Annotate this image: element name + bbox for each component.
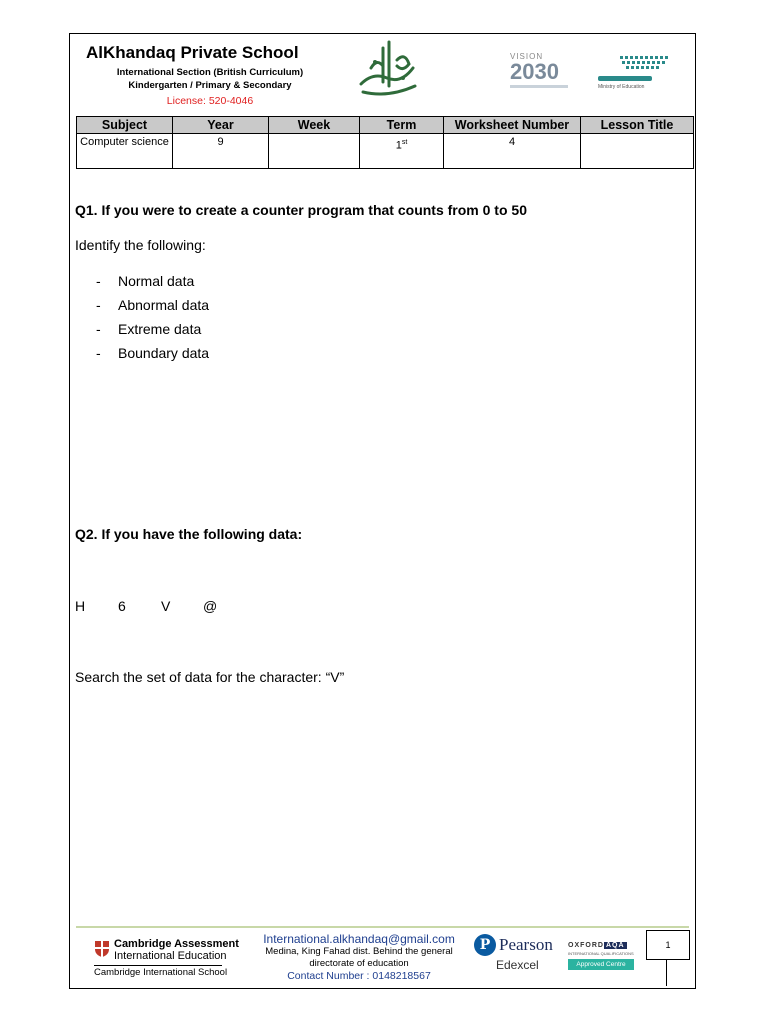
vision-year: 2030 [510,59,559,84]
cell-lesson-title [581,134,694,169]
dots-icon [618,54,674,72]
page-tick [666,960,667,986]
list-item: - Normal data [96,273,195,289]
calligraphy-logo [353,38,423,100]
header-lesson-title: Lesson Title [581,117,694,134]
header-term: Term [360,117,444,134]
cell-week [269,134,360,169]
edexcel-name: Edexcel [496,958,539,972]
license-text: License: 520-4046 [166,95,254,107]
data-item: H [75,598,86,614]
oxford-text: OXFORD [568,942,604,949]
info-table [76,116,694,169]
table-header-row [77,117,694,134]
aqa-text: AQA [605,942,625,949]
cambridge-line1: Cambridge Assessment [114,938,239,950]
school-name: AlKhandaq Private School [86,43,299,62]
oxford-aqa-logo [568,942,638,978]
q1-title: Q1. If you were to create a counter program that counts from 0 to 50 [75,202,527,218]
shield-icon [94,940,110,958]
header-subject: Subject [77,117,173,134]
ministry-logo [594,52,678,98]
data-item: @ [203,598,218,614]
q2-title: Q2. If you have the following data: [75,526,303,542]
cell-subject: Computer science [77,134,173,169]
moe-label: Ministry of Education [598,84,645,90]
grades-line: Kindergarten / Primary & Secondary [128,80,292,91]
cambridge-line3: Cambridge International School [94,967,228,978]
header-worksheet-number: Worksheet Number [444,117,581,134]
approved-badge: Approved Centre [568,959,634,970]
list-item: - Extreme data [96,321,202,337]
q1-list [96,273,209,369]
aqa-subtitle: INTERNATIONAL QUALIFICATIONS [568,951,634,956]
contact-block [248,932,470,982]
list-item: - Abnormal data [96,297,210,313]
data-item: 6 [118,598,126,614]
pearson-name: Pearson [499,935,553,954]
header-year: Year [173,117,269,134]
q1-prompt: Identify the following: [75,237,206,253]
term-value: 1 [395,139,402,152]
cambridge-line2: International Education [114,950,227,962]
phone-text: Contact Number : 0148218567 [287,970,431,982]
email-link[interactable]: International.alkhandaq@gmail.com [263,932,455,946]
cell-worksheet-number: 4 [444,134,581,169]
cambridge-logo [92,936,239,980]
address-text: Medina, King Fahad dist. Behind the general directorate of education [265,946,453,969]
cell-year: 9 [173,134,269,169]
list-item: - Boundary data [96,345,210,361]
table-row [77,134,694,169]
worksheet-page [69,33,696,989]
vision-2030-logo [510,52,582,98]
pearson-icon: P [474,934,496,956]
term-suffix: st [401,139,408,146]
q2-instruction: Search the set of data for the character: “V” [75,669,345,685]
section-line: International Section (British Curriculum) [116,67,304,78]
header-week: Week [269,117,360,134]
pearson-logo [474,934,560,980]
data-item: V [161,598,171,614]
cell-term [360,134,444,169]
footer-divider [76,926,689,928]
vision-word: VISION [510,52,544,61]
page-number: 1 [646,930,690,960]
